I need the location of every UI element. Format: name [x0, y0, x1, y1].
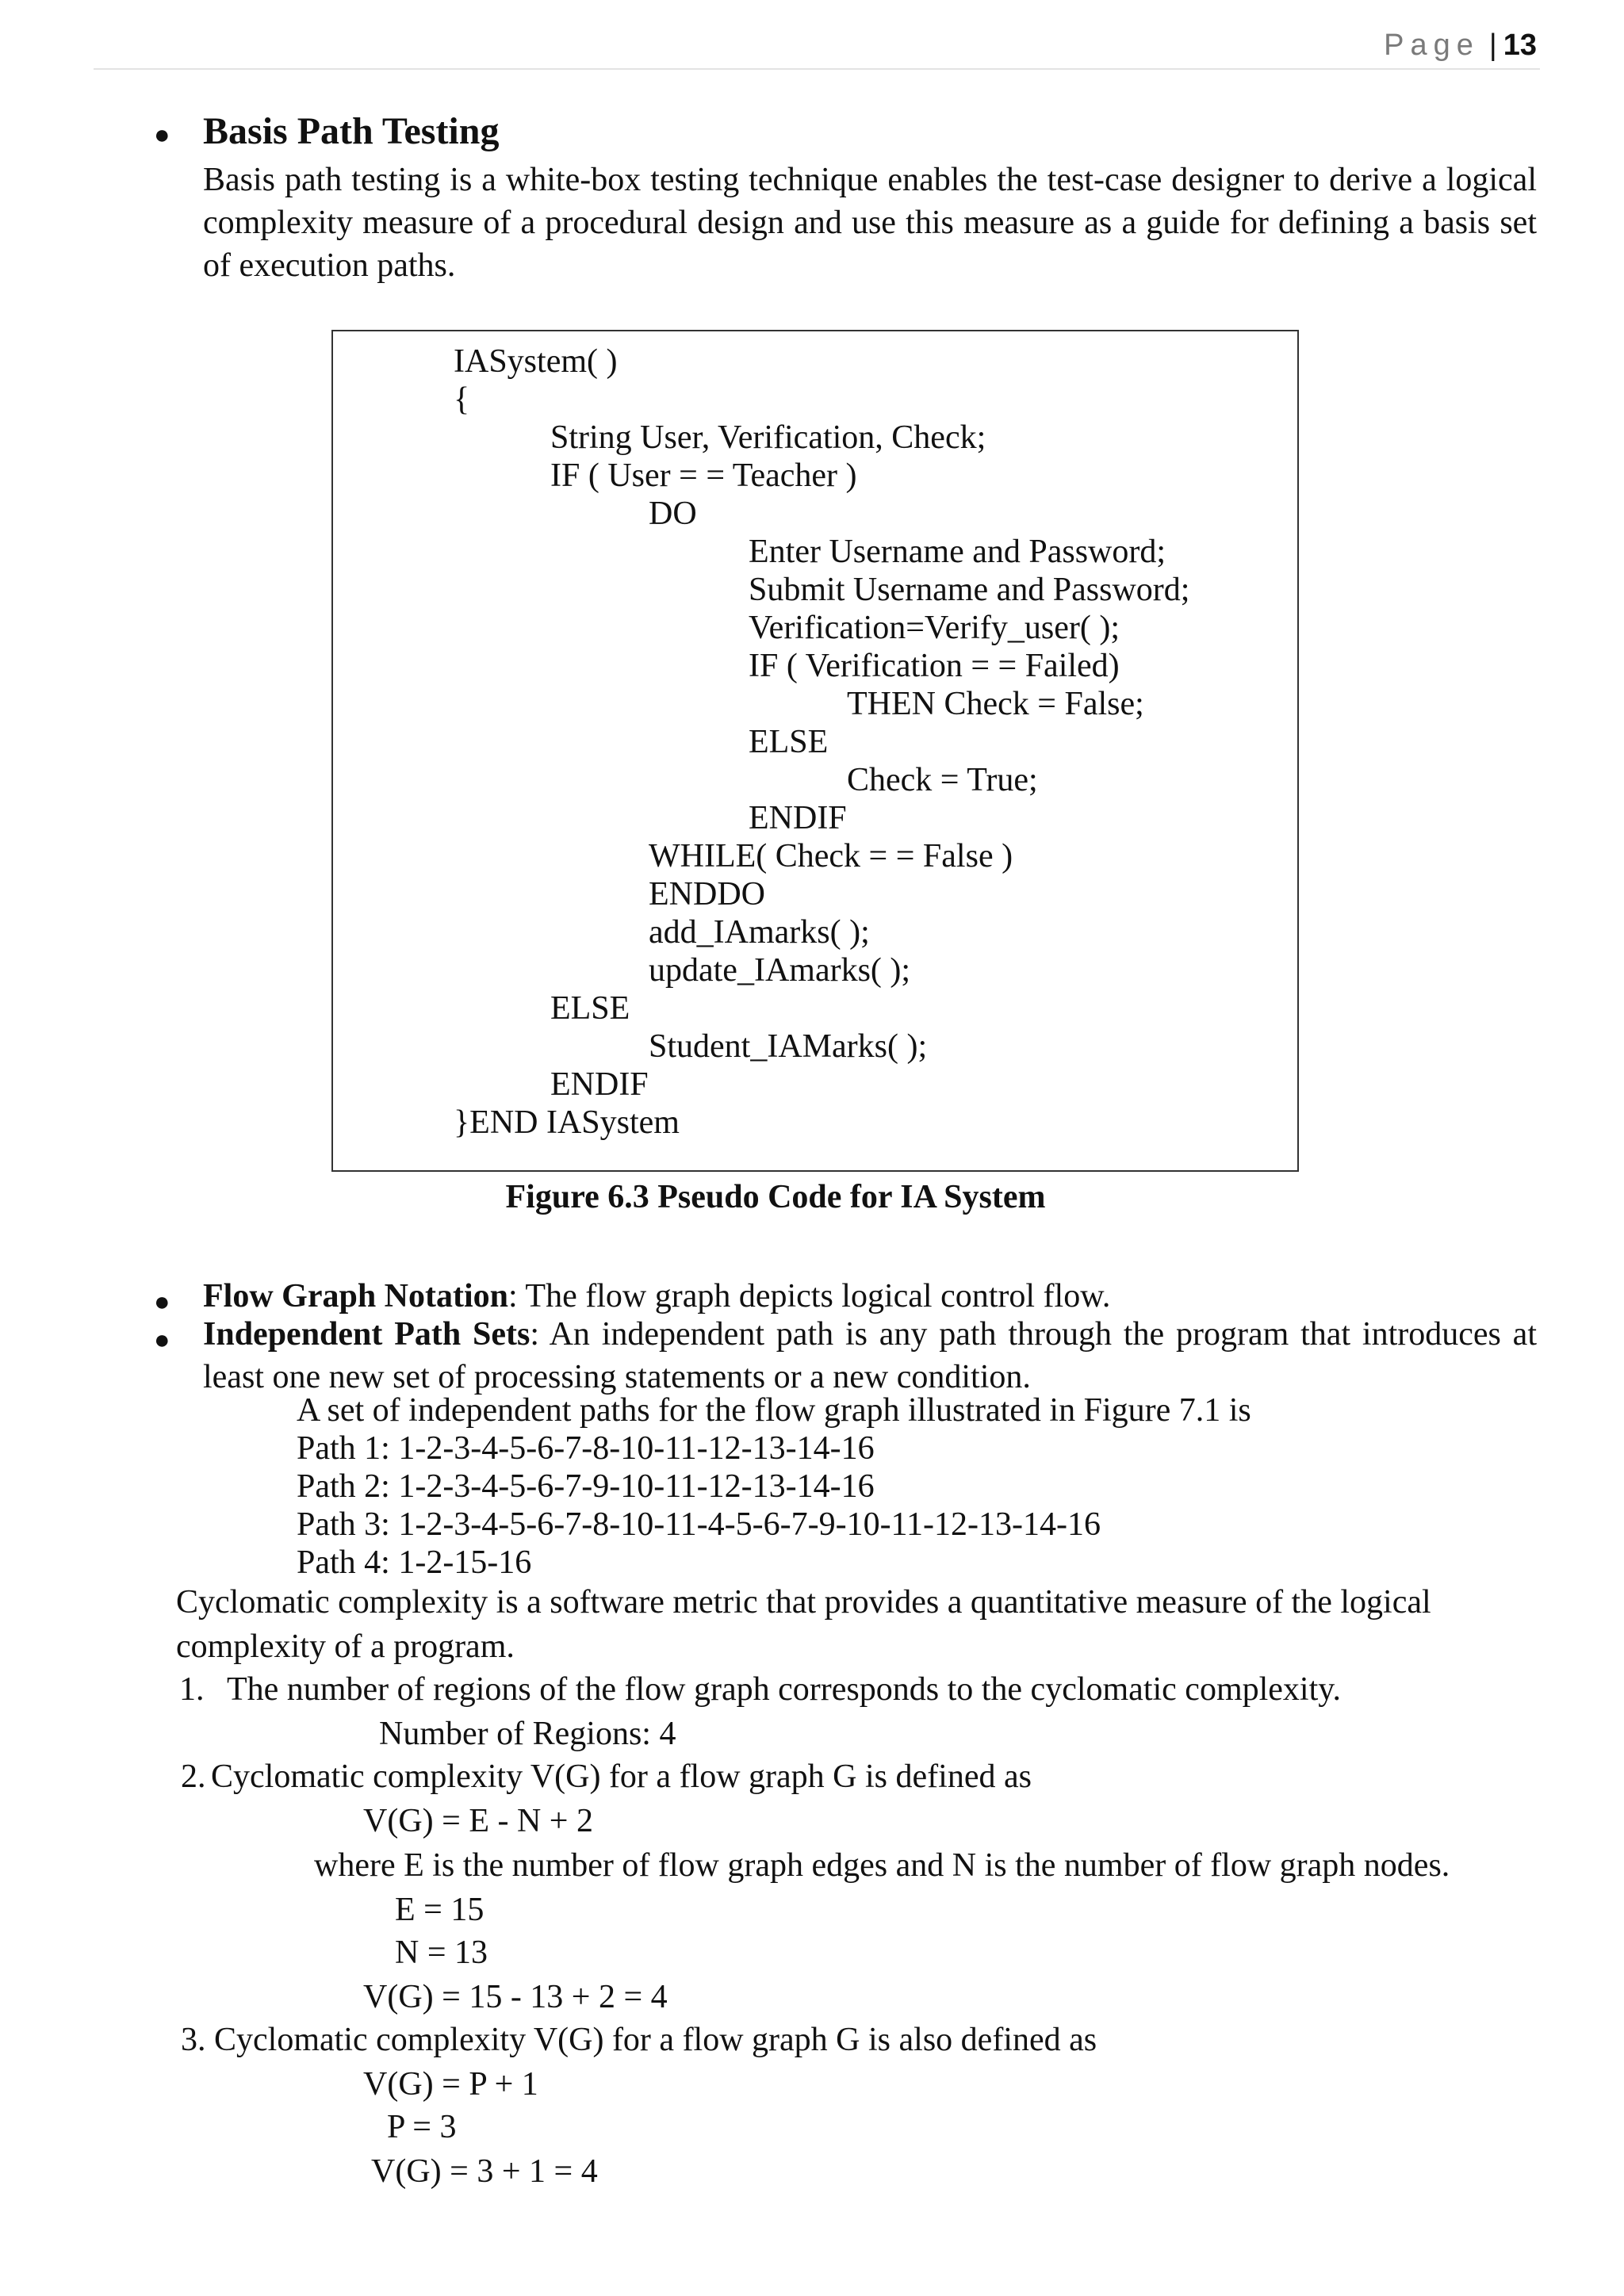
code-line: ENDIF	[550, 1066, 649, 1103]
code-line: {	[454, 381, 470, 418]
page-header	[1384, 29, 1537, 63]
bullet-icon: ●	[154, 1326, 170, 1355]
path-3: Path 3: 1-2-3-4-5-6-7-8-10-11-4-5-6-7-9-10-11-12-13-14-16	[297, 1506, 1101, 1543]
code-line: DO	[649, 496, 697, 532]
code-line: IF ( User = = Teacher )	[550, 457, 857, 494]
code-line: add_IAmarks( );	[649, 914, 870, 951]
code-line: IF ( Verification = = Failed)	[749, 648, 1120, 684]
page-label: Page	[1384, 29, 1480, 62]
item-1-text: The number of regions of the flow graph corresponds to the cyclomatic complexity.	[227, 1671, 1342, 1708]
path-1: Path 1: 1-2-3-4-5-6-7-8-10-11-12-13-14-16	[297, 1430, 875, 1467]
cyclomatic-intro-line-1: Cyclomatic complexity is a software metric that provides a quantitative measure of the logical	[176, 1584, 1431, 1621]
section-title: Basis Path Testing	[203, 110, 500, 152]
header-divider	[94, 68, 1540, 70]
code-line: ELSE	[749, 724, 829, 760]
code-line: ENDDO	[649, 876, 765, 913]
formula-where: where E is the number of flow graph edges and N is the number of flow graph nodes.	[314, 1847, 1450, 1884]
page-separator: |	[1488, 29, 1497, 62]
code-line: Check = True;	[847, 762, 1038, 798]
flow-graph-item	[203, 1275, 1110, 1318]
path-2: Path 2: 1-2-3-4-5-6-7-9-10-11-12-13-14-16	[297, 1468, 875, 1505]
code-line: Student_IAMarks( );	[649, 1028, 928, 1065]
formula-predicates: V(G) = P + 1	[363, 2066, 538, 2103]
independent-paths-text: : An independent path is any path through the program that introduces at least one new set of processing statements or a new condition.	[203, 1316, 1537, 1395]
item-2-text: Cyclomatic complexity V(G) for a flow graph G is defined as	[211, 1758, 1032, 1795]
item-1-number: 1.	[179, 1671, 205, 1708]
code-line: Verification=Verify_user( );	[749, 610, 1120, 646]
bullet-icon: ●	[154, 1288, 170, 1317]
item-2-number: 2.	[181, 1758, 206, 1795]
edges-value: E = 15	[395, 1892, 485, 1928]
item-3-number: 3.	[181, 2022, 206, 2058]
code-line: IASystem( )	[454, 343, 618, 380]
code-line: update_IAmarks( );	[649, 952, 911, 989]
flow-graph-term: Flow Graph Notation	[203, 1278, 509, 1314]
code-line: ENDIF	[749, 800, 847, 836]
nodes-value: N = 13	[395, 1934, 488, 1971]
code-line: ELSE	[550, 990, 630, 1027]
cyclomatic-intro-line-2: complexity of a program.	[176, 1628, 515, 1665]
figure-caption: Figure 6.3 Pseudo Code for IA System	[505, 1179, 1046, 1215]
formula-edges-nodes: V(G) = E - N + 2	[363, 1803, 593, 1839]
code-line: String User, Verification, Check;	[550, 419, 986, 456]
page-number: 13	[1503, 29, 1537, 62]
result-edges-nodes: V(G) = 15 - 13 + 2 = 4	[363, 1979, 668, 2015]
code-line: THEN Check = False;	[847, 686, 1144, 722]
code-line: WHILE( Check = = False )	[649, 838, 1013, 874]
independent-paths-item	[203, 1313, 1537, 1399]
code-line: Submit Username and Password;	[749, 572, 1190, 608]
regions-count: Number of Regions: 4	[379, 1716, 676, 1752]
paths-intro: A set of independent paths for the flow graph illustrated in Figure 7.1 is	[297, 1392, 1251, 1429]
code-line: Enter Username and Password;	[749, 534, 1166, 570]
item-3-text: Cyclomatic complexity V(G) for a flow graph G is also defined as	[214, 2022, 1097, 2058]
flow-graph-text: : The flow graph depicts logical control flow.	[508, 1278, 1111, 1314]
path-4: Path 4: 1-2-15-16	[297, 1544, 532, 1581]
section-body: Basis path testing is a white-box testing technique enables the test-case designer to derive a logical complexity measure of a procedural design and use this measure as a guide for defining a basis set of execution paths.	[203, 162, 1537, 284]
code-line: }END IASystem	[454, 1104, 680, 1141]
result-predicates: V(G) = 3 + 1 = 4	[371, 2153, 598, 2190]
independent-paths-term: Independent Path Sets	[203, 1316, 530, 1353]
bullet-icon: ●	[154, 121, 170, 150]
predicates-value: P = 3	[387, 2109, 457, 2145]
